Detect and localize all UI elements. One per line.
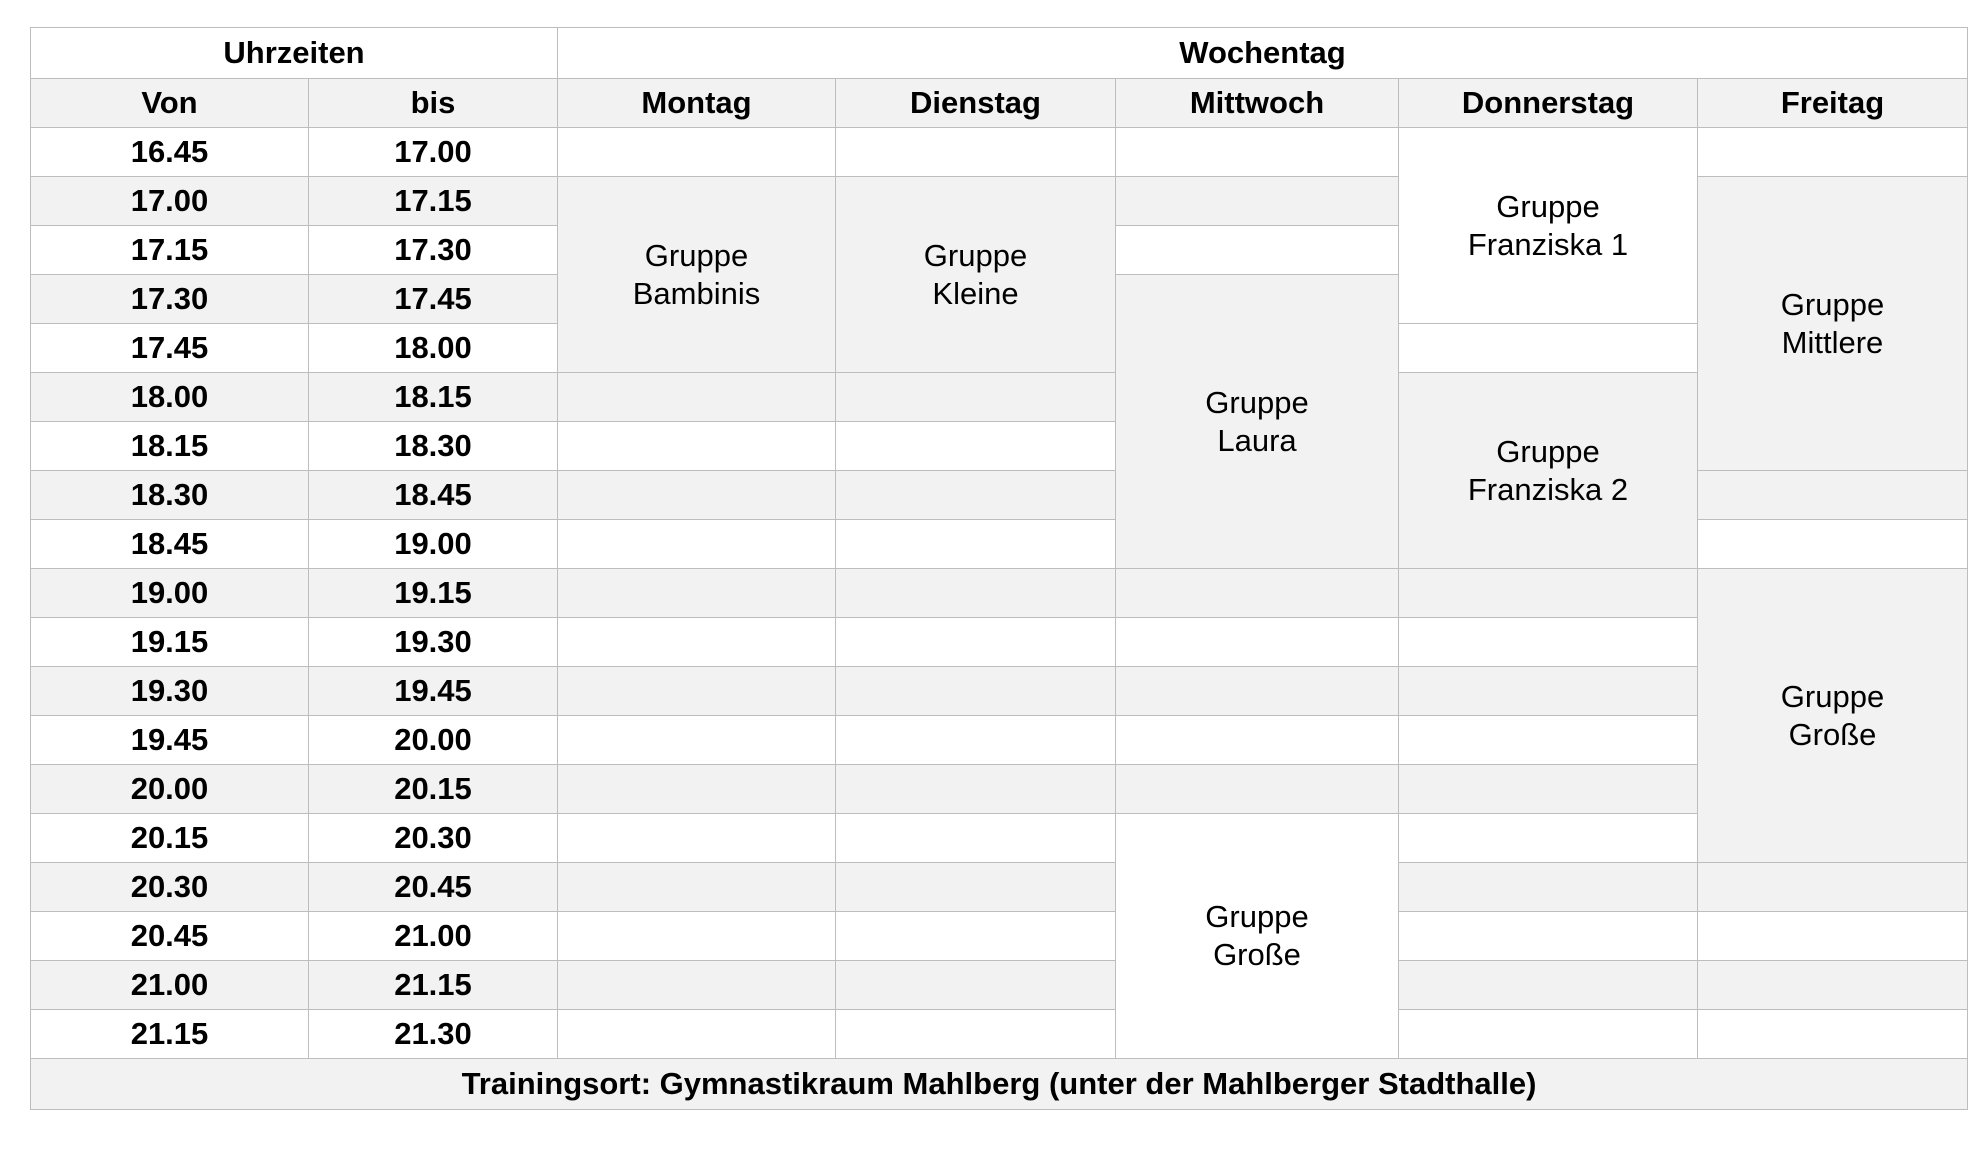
time-row	[31, 569, 1968, 618]
time-to: 18.15	[309, 373, 558, 422]
time-row	[31, 961, 1968, 1010]
time-from: 18.00	[31, 373, 309, 422]
time-row	[31, 1010, 1968, 1059]
time-from: 17.15	[31, 226, 309, 275]
slot-empty	[1399, 912, 1698, 961]
slot-empty	[836, 569, 1116, 618]
time-from: 17.00	[31, 177, 309, 226]
slot-empty	[1116, 226, 1399, 275]
time-to: 19.00	[309, 520, 558, 569]
time-from: 19.30	[31, 667, 309, 716]
slot-empty	[558, 618, 836, 667]
group-label-line2: Große	[1213, 937, 1301, 972]
slot-empty	[836, 471, 1116, 520]
group-label-line2: Bambinis	[632, 275, 761, 311]
header-von: Von	[31, 79, 309, 128]
slot-empty	[1399, 324, 1698, 373]
time-to: 17.00	[309, 128, 558, 177]
header-uhrzeiten: Uhrzeiten	[31, 28, 558, 79]
group-label-line2: Mittlere	[1781, 324, 1884, 360]
slot-empty	[558, 765, 836, 814]
slot-empty	[1698, 128, 1968, 177]
group-mittwoch-laura	[1116, 275, 1399, 569]
group-label-line1: Gruppe	[1780, 286, 1885, 322]
time-from: 21.15	[31, 1010, 309, 1059]
slot-empty	[1698, 471, 1968, 520]
time-row	[31, 912, 1968, 961]
slot-empty	[558, 422, 836, 471]
slot-empty	[836, 128, 1116, 177]
time-row	[31, 765, 1968, 814]
time-row	[31, 814, 1968, 863]
time-to: 20.30	[309, 814, 558, 863]
group-label-line2: Große	[1788, 716, 1877, 752]
time-from: 18.15	[31, 422, 309, 471]
time-to: 21.30	[309, 1010, 558, 1059]
group-label-line2: Franziska 1	[1467, 226, 1629, 262]
group-freitag-mittlere	[1698, 177, 1968, 471]
slot-empty	[836, 667, 1116, 716]
group-label-line1: Gruppe	[923, 237, 1028, 273]
time-to: 17.45	[309, 275, 558, 324]
slot-empty	[558, 863, 836, 912]
time-row	[31, 667, 1968, 716]
group-label-line1: Gruppe	[1205, 899, 1309, 934]
header-bis: bis	[309, 79, 558, 128]
day-header-row	[31, 79, 1968, 128]
slot-empty	[836, 716, 1116, 765]
group-donnerstag-franziska-1	[1399, 128, 1698, 324]
time-from: 18.30	[31, 471, 309, 520]
header-dienstag: Dienstag	[836, 79, 1116, 128]
slot-empty	[558, 569, 836, 618]
group-label-line2: Franziska 2	[1467, 471, 1629, 507]
time-to: 20.15	[309, 765, 558, 814]
slot-empty	[1399, 814, 1698, 863]
slot-empty	[558, 520, 836, 569]
group-donnerstag-franziska-2	[1399, 373, 1698, 569]
slot-empty	[558, 961, 836, 1010]
time-to: 17.30	[309, 226, 558, 275]
slot-empty	[1116, 618, 1399, 667]
slot-empty	[558, 471, 836, 520]
slot-empty	[836, 1010, 1116, 1059]
group-label-line1: Gruppe	[1205, 384, 1309, 420]
slot-empty	[1399, 765, 1698, 814]
slot-empty	[558, 912, 836, 961]
group-label-line2: Kleine	[932, 275, 1019, 311]
header-mittwoch: Mittwoch	[1116, 79, 1399, 128]
time-to: 21.15	[309, 961, 558, 1010]
time-row	[31, 373, 1968, 422]
slot-empty	[1399, 667, 1698, 716]
time-to: 19.30	[309, 618, 558, 667]
header-freitag: Freitag	[1698, 79, 1968, 128]
slot-empty	[1698, 1010, 1968, 1059]
time-from: 20.30	[31, 863, 309, 912]
slot-empty	[1116, 667, 1399, 716]
time-to: 18.00	[309, 324, 558, 373]
slot-empty	[1399, 961, 1698, 1010]
footer-row	[31, 1059, 1968, 1110]
slot-empty	[558, 814, 836, 863]
header-donnerstag: Donnerstag	[1399, 79, 1698, 128]
group-dienstag-kleine	[836, 177, 1116, 373]
time-to: 18.45	[309, 471, 558, 520]
group-label-line1: Gruppe	[644, 237, 749, 273]
slot-empty	[1399, 1010, 1698, 1059]
time-from: 19.15	[31, 618, 309, 667]
header-montag: Montag	[558, 79, 836, 128]
time-to: 20.00	[309, 716, 558, 765]
time-row	[31, 128, 1968, 177]
slot-empty	[1698, 520, 1968, 569]
training-schedule-table	[30, 27, 1968, 1110]
time-row	[31, 716, 1968, 765]
slot-empty	[1116, 765, 1399, 814]
time-row	[31, 863, 1968, 912]
slot-empty	[836, 814, 1116, 863]
slot-empty	[836, 961, 1116, 1010]
time-to: 20.45	[309, 863, 558, 912]
title-row	[31, 28, 1968, 79]
time-from: 19.45	[31, 716, 309, 765]
slot-empty	[1116, 177, 1399, 226]
time-from: 21.00	[31, 961, 309, 1010]
slot-empty	[558, 1010, 836, 1059]
time-from: 20.00	[31, 765, 309, 814]
group-label-line2: Laura	[1217, 422, 1297, 458]
group-label-line1: Gruppe	[1496, 433, 1600, 469]
slot-empty	[1698, 912, 1968, 961]
time-to: 17.15	[309, 177, 558, 226]
header-wochentag: Wochentag	[558, 28, 1968, 79]
slot-empty	[1698, 961, 1968, 1010]
time-to: 19.45	[309, 667, 558, 716]
time-to: 19.15	[309, 569, 558, 618]
time-from: 20.15	[31, 814, 309, 863]
slot-empty	[836, 618, 1116, 667]
slot-empty	[1116, 569, 1399, 618]
slot-empty	[1116, 716, 1399, 765]
slot-empty	[1399, 863, 1698, 912]
slot-empty	[1116, 128, 1399, 177]
time-from: 18.45	[31, 520, 309, 569]
slot-empty	[836, 863, 1116, 912]
group-mittwoch-grosse	[1116, 814, 1399, 1059]
slot-empty	[1399, 569, 1698, 618]
slot-empty	[558, 373, 836, 422]
slot-empty	[836, 520, 1116, 569]
slot-empty	[558, 128, 836, 177]
group-freitag-grosse	[1698, 569, 1968, 863]
slot-empty	[1399, 618, 1698, 667]
slot-empty	[836, 912, 1116, 961]
slot-empty	[836, 765, 1116, 814]
time-from: 19.00	[31, 569, 309, 618]
time-from: 16.45	[31, 128, 309, 177]
time-row	[31, 618, 1968, 667]
group-label-line1: Gruppe	[1496, 188, 1600, 224]
time-to: 21.00	[309, 912, 558, 961]
slot-empty	[558, 667, 836, 716]
time-from: 20.45	[31, 912, 309, 961]
slot-empty	[836, 373, 1116, 422]
time-to: 18.30	[309, 422, 558, 471]
training-location: Trainingsort: Gymnastikraum Mahlberg (unter der Mahlberger Stadthalle)	[31, 1059, 1968, 1110]
slot-empty	[1399, 716, 1698, 765]
slot-empty	[558, 716, 836, 765]
time-from: 17.30	[31, 275, 309, 324]
group-montag-bambinis	[558, 177, 836, 373]
slot-empty	[1698, 863, 1968, 912]
slot-empty	[836, 422, 1116, 471]
time-from: 17.45	[31, 324, 309, 373]
group-label-line1: Gruppe	[1780, 678, 1885, 714]
